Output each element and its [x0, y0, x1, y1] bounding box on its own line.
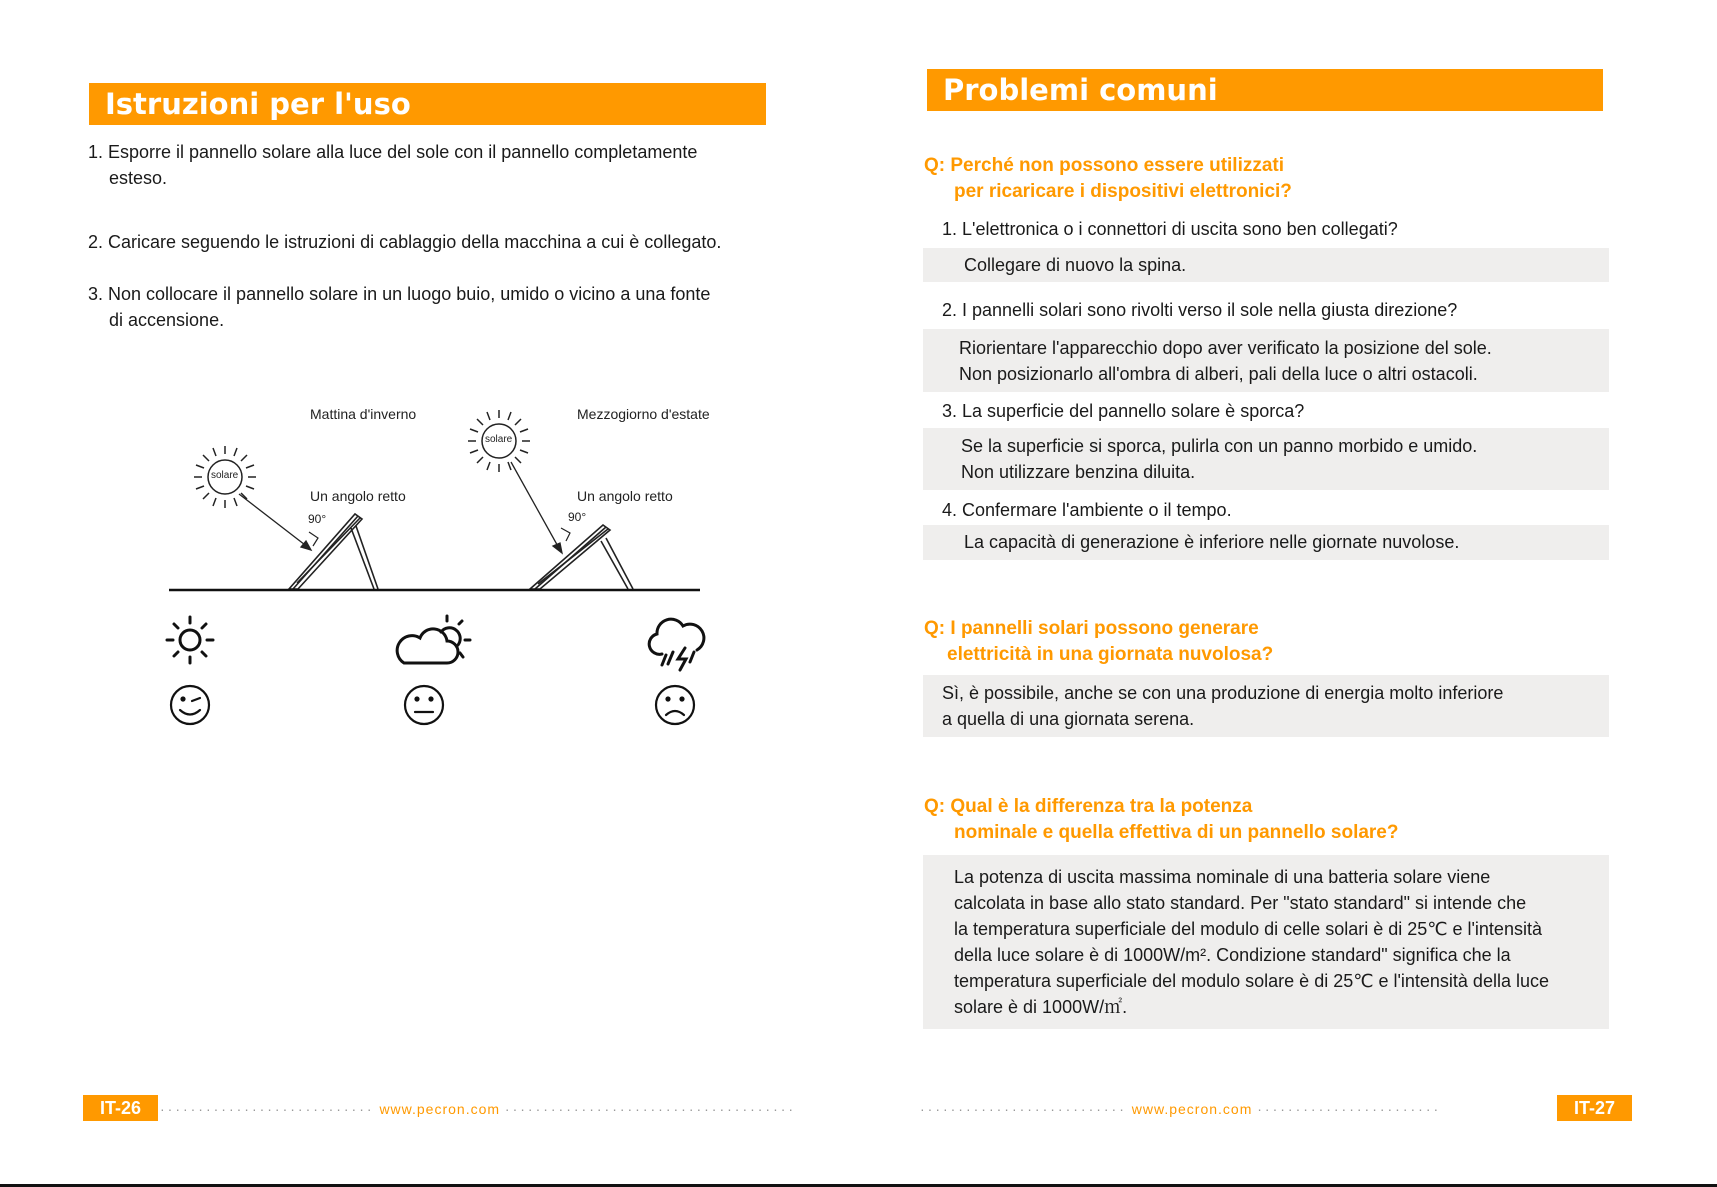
- faq-subquestion: 3. La superficie del pannello solare è sporca?: [942, 401, 1305, 421]
- storm-icon: [649, 619, 704, 670]
- answer-line: calcolata in base allo stato standard. Per "stato standard" si intende che: [954, 893, 1527, 913]
- footer-line: [920, 1101, 1441, 1117]
- question-line: nominale e quella effettiva di un pannello solare?: [954, 822, 1399, 843]
- left-page: [0, 0, 858, 1187]
- sun-label: solare: [211, 470, 239, 481]
- instruction-text-cont: di accensione.: [109, 310, 225, 330]
- page-number-tag: IT-27: [1557, 1095, 1632, 1121]
- answer-line: la temperatura superficiale del modulo di celle solari è di 25℃ e l'intensità: [954, 919, 1542, 939]
- right-page: [858, 0, 1717, 1187]
- solar-angle-diagram: [0, 0, 858, 760]
- faq-subquestion: 2. I pannelli solari sono rivolti verso il sole nella giusta direzione?: [942, 300, 1458, 320]
- faq-question: [924, 616, 1273, 668]
- faq-subquestion: 1. L'elettronica o i connettori di uscita sono ben collegati?: [942, 219, 1398, 239]
- instruction-text: Esporre il pannello solare alla luce del sole con il pannello completamente: [108, 142, 698, 162]
- question-line: per ricaricare i dispositivi elettronici?: [954, 181, 1292, 202]
- answer-line: Collegare di nuovo la spina.: [964, 255, 1187, 275]
- answer-line: a quella di una giornata serena.: [942, 709, 1195, 729]
- happy-face-icon: [171, 686, 209, 724]
- sun-icon: [167, 617, 213, 663]
- page-number-tag: IT-26: [83, 1095, 158, 1121]
- faq-answer: [923, 248, 1609, 282]
- question-line: Q: Qual è la differenza tra la potenza: [924, 796, 1253, 817]
- instruction-text-cont: esteso.: [109, 168, 168, 188]
- answer-line: temperatura superficiale del modulo solare è di 25℃ e l'intensità della luce: [954, 971, 1549, 991]
- question-line: elettricità in una giornata nuvolosa?: [947, 644, 1274, 665]
- answer-line: Riorientare l'apparecchio dopo aver verificato la posizione del sole.: [959, 338, 1492, 358]
- partly-cloudy-icon: [397, 616, 470, 663]
- angle-value: 90°: [308, 512, 327, 526]
- answer-line: La potenza di uscita massima nominale di una batteria solare viene: [954, 867, 1491, 887]
- faq-answer: [923, 428, 1609, 490]
- page-title: Istruzioni per l'uso: [89, 83, 766, 125]
- footer-dots: ························: [1257, 1101, 1442, 1117]
- solar-panel-icon: [289, 514, 378, 589]
- answer-line: Sì, è possibile, anche se con una produzione di energia molto inferiore: [942, 683, 1504, 703]
- right-angle-label: Un angolo retto: [577, 488, 673, 504]
- answer-line: Se la superficie si sporca, pulirla con un panno morbido e umido.: [961, 436, 1478, 456]
- footer-dots: ······································: [504, 1101, 797, 1117]
- faq-question: [924, 153, 1292, 205]
- instruction-text: Caricare seguendo le istruzioni di cablaggio della macchina a cui è collegato.: [108, 232, 722, 252]
- instruction-number: 3.: [88, 284, 104, 304]
- footer-line: [160, 1101, 796, 1117]
- footer-url[interactable]: www.pecron.com: [1131, 1101, 1253, 1117]
- footer-dots: ···························: [920, 1101, 1127, 1117]
- page-title: Problemi comuni: [927, 69, 1603, 111]
- answer-line: della luce solare è di 1000W/m². Condizione standard" significa che la: [954, 945, 1511, 965]
- faq-answer: [923, 855, 1609, 1029]
- faq-answer: [923, 525, 1609, 560]
- instruction-number: 2.: [88, 232, 104, 252]
- sun-ray-arrow: [239, 462, 562, 553]
- angle-value: 90°: [568, 510, 587, 524]
- footer-dots: ····························: [160, 1101, 375, 1117]
- neutral-face-icon: [405, 686, 443, 724]
- solar-panel-icon: [530, 525, 633, 589]
- sad-face-icon: [656, 686, 694, 724]
- faq-subquestion: 4. Confermare l'ambiente o il tempo.: [942, 500, 1232, 520]
- answer-line: La capacità di generazione è inferiore nelle giornate nuvolose.: [964, 532, 1460, 552]
- answer-line: Non posizionarlo all'ombra di alberi, pali della luce o altri ostacoli.: [959, 364, 1478, 384]
- footer-url[interactable]: www.pecron.com: [379, 1101, 501, 1117]
- right-angle-label: Un angolo retto: [310, 488, 406, 504]
- question-line: Q: Perché non possono essere utilizzati: [924, 155, 1285, 176]
- faq-question: [924, 794, 1398, 846]
- sun-label: solare: [485, 434, 513, 445]
- question-line: Q: I pannelli solari possono generare: [924, 618, 1259, 639]
- answer-line: solare è di 1000W/㎡.: [954, 997, 1128, 1017]
- faq-answer: [923, 675, 1609, 737]
- summer-label: Mezzogiorno d'estate: [577, 406, 710, 422]
- answer-line: Non utilizzare benzina diluita.: [961, 462, 1196, 482]
- faq-answer: [923, 329, 1609, 392]
- instruction-text: Non collocare il pannello solare in un luogo buio, umido o vicino a una fonte: [108, 284, 711, 304]
- winter-label: Mattina d'inverno: [310, 406, 417, 422]
- instruction-number: 1.: [88, 142, 104, 162]
